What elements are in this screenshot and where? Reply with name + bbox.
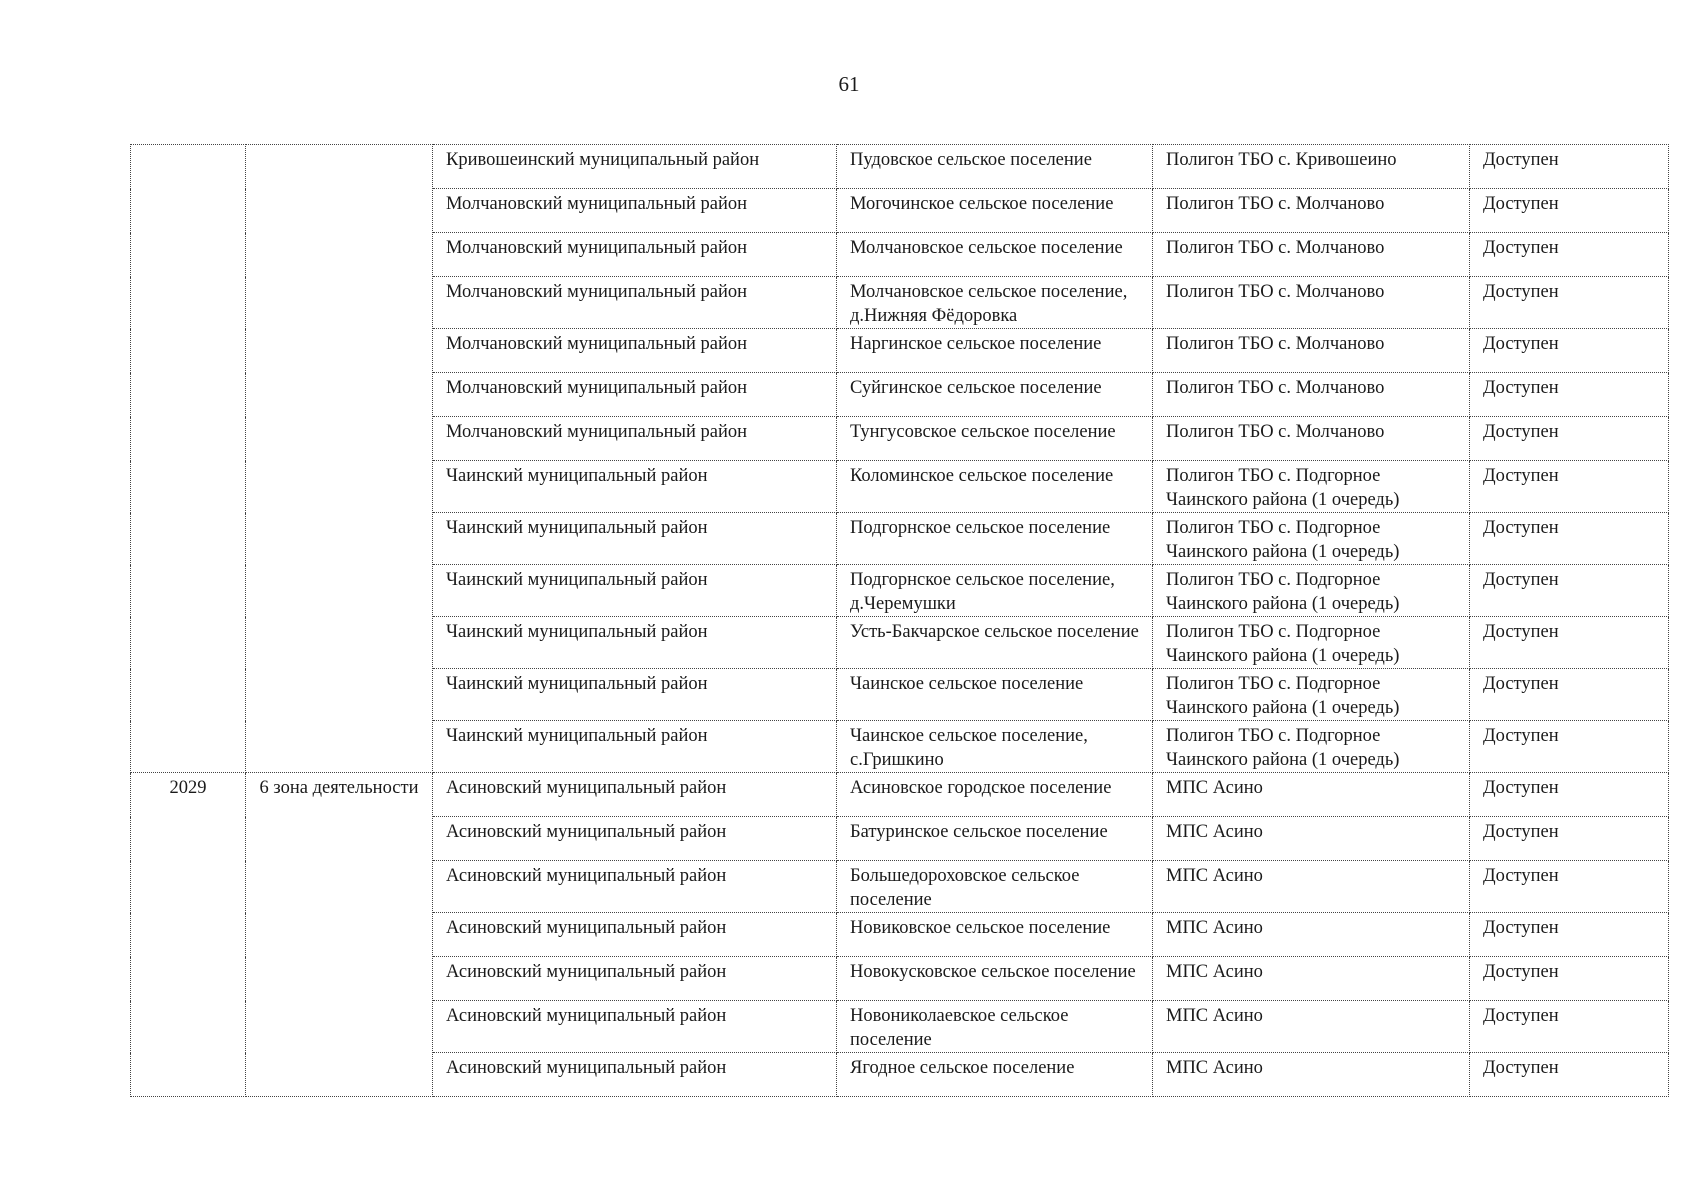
status-cell: Доступен	[1470, 233, 1669, 277]
facility-cell: МПС Асино	[1153, 861, 1470, 913]
facility-cell: Полигон ТБО с. Подгорное Чаинского района (1 очередь)	[1153, 565, 1470, 617]
district-cell: Асиновский муниципальный район	[433, 817, 837, 861]
district-cell: Асиновский муниципальный район	[433, 957, 837, 1001]
facility-cell: Полигон ТБО с. Молчаново	[1153, 277, 1470, 329]
facility-cell: Полигон ТБО с. Молчаново	[1153, 417, 1470, 461]
facility-cell: Полигон ТБО с. Молчаново	[1153, 329, 1470, 373]
district-cell: Чаинский муниципальный район	[433, 721, 837, 773]
district-cell: Асиновский муниципальный район	[433, 913, 837, 957]
district-cell: Чаинский муниципальный район	[433, 669, 837, 721]
settlement-cell: Новокусковское сельское поселение	[837, 957, 1153, 1001]
district-cell: Молчановский муниципальный район	[433, 373, 837, 417]
district-cell: Молчановский муниципальный район	[433, 277, 837, 329]
year-cell: 2029	[131, 773, 246, 1097]
table-row	[131, 145, 1669, 189]
facility-cell: МПС Асино	[1153, 1053, 1470, 1097]
facility-cell: Полигон ТБО с. Подгорное Чаинского района (1 очередь)	[1153, 721, 1470, 773]
district-cell: Асиновский муниципальный район	[433, 1053, 837, 1097]
settlement-cell: Асиновское городское поселение	[837, 773, 1153, 817]
district-cell: Молчановский муниципальный район	[433, 329, 837, 373]
district-cell: Чаинский муниципальный район	[433, 565, 837, 617]
status-cell: Доступен	[1470, 957, 1669, 1001]
settlement-cell: Могочинское сельское поселение	[837, 189, 1153, 233]
facility-cell: Полигон ТБО с. Подгорное Чаинского района (1 очередь)	[1153, 669, 1470, 721]
settlement-cell: Коломинское сельское поселение	[837, 461, 1153, 513]
zone-cell: 6 зона деятельности	[246, 773, 433, 1097]
district-cell: Молчановский муниципальный район	[433, 417, 837, 461]
status-cell: Доступен	[1470, 721, 1669, 773]
settlement-cell: Подгорнское сельское поселение	[837, 513, 1153, 565]
status-cell: Доступен	[1470, 817, 1669, 861]
district-cell: Молчановский муниципальный район	[433, 233, 837, 277]
table-row	[131, 773, 1669, 817]
district-cell: Асиновский муниципальный район	[433, 1001, 837, 1053]
settlement-cell: Ягодное сельское поселение	[837, 1053, 1153, 1097]
status-cell: Доступен	[1470, 565, 1669, 617]
facility-cell: МПС Асино	[1153, 913, 1470, 957]
settlement-cell: Молчановское сельское поселение, д.Нижняя Фёдоровка	[837, 277, 1153, 329]
status-cell: Доступен	[1470, 669, 1669, 721]
settlement-cell: Новониколаевское сельское поселение	[837, 1001, 1153, 1053]
settlement-cell: Чаинское сельское поселение	[837, 669, 1153, 721]
settlement-cell: Наргинское сельское поселение	[837, 329, 1153, 373]
waste-facility-table	[130, 144, 1669, 1097]
status-cell: Доступен	[1470, 461, 1669, 513]
status-cell: Доступен	[1470, 773, 1669, 817]
district-cell: Кривошеинский муниципальный район	[433, 145, 837, 189]
status-cell: Доступен	[1470, 513, 1669, 565]
settlement-cell: Батуринское сельское поселение	[837, 817, 1153, 861]
facility-cell: МПС Асино	[1153, 817, 1470, 861]
status-cell: Доступен	[1470, 417, 1669, 461]
status-cell: Доступен	[1470, 861, 1669, 913]
status-cell: Доступен	[1470, 913, 1669, 957]
status-cell: Доступен	[1470, 277, 1669, 329]
settlement-cell: Суйгинское сельское поселение	[837, 373, 1153, 417]
facility-cell: Полигон ТБО с. Кривошеино	[1153, 145, 1470, 189]
facility-cell: Полигон ТБО с. Молчаново	[1153, 189, 1470, 233]
settlement-cell: Пудовское сельское поселение	[837, 145, 1153, 189]
facility-cell: МПС Асино	[1153, 1001, 1470, 1053]
settlement-cell: Большедороховское сельское поселение	[837, 861, 1153, 913]
district-cell: Молчановский муниципальный район	[433, 189, 837, 233]
status-cell: Доступен	[1470, 329, 1669, 373]
status-cell: Доступен	[1470, 189, 1669, 233]
status-cell: Доступен	[1470, 1053, 1669, 1097]
status-cell: Доступен	[1470, 373, 1669, 417]
settlement-cell: Тунгусовское сельское поселение	[837, 417, 1153, 461]
status-cell: Доступен	[1470, 1001, 1669, 1053]
facility-cell: МПС Асино	[1153, 773, 1470, 817]
page-number: 61	[838, 72, 860, 96]
facility-cell: Полигон ТБО с. Молчаново	[1153, 373, 1470, 417]
zone-cell	[246, 145, 433, 773]
settlement-cell: Усть-Бакчарское сельское поселение	[837, 617, 1153, 669]
facility-cell: Полигон ТБО с. Подгорное Чаинского района (1 очередь)	[1153, 513, 1470, 565]
settlement-cell: Молчановское сельское поселение	[837, 233, 1153, 277]
facility-cell: Полигон ТБО с. Подгорное Чаинского района (1 очередь)	[1153, 617, 1470, 669]
status-cell: Доступен	[1470, 145, 1669, 189]
year-cell	[131, 145, 246, 773]
district-cell: Асиновский муниципальный район	[433, 861, 837, 913]
facility-cell: МПС Асино	[1153, 957, 1470, 1001]
district-cell: Чаинский муниципальный район	[433, 617, 837, 669]
district-cell: Чаинский муниципальный район	[433, 461, 837, 513]
settlement-cell: Подгорнское сельское поселение, д.Черемушки	[837, 565, 1153, 617]
settlement-cell: Новиковское сельское поселение	[837, 913, 1153, 957]
table-body	[131, 145, 1669, 1097]
district-cell: Асиновский муниципальный район	[433, 773, 837, 817]
facility-cell: Полигон ТБО с. Подгорное Чаинского района (1 очередь)	[1153, 461, 1470, 513]
settlement-cell: Чаинское сельское поселение, с.Гришкино	[837, 721, 1153, 773]
district-cell: Чаинский муниципальный район	[433, 513, 837, 565]
status-cell: Доступен	[1470, 617, 1669, 669]
facility-cell: Полигон ТБО с. Молчаново	[1153, 233, 1470, 277]
